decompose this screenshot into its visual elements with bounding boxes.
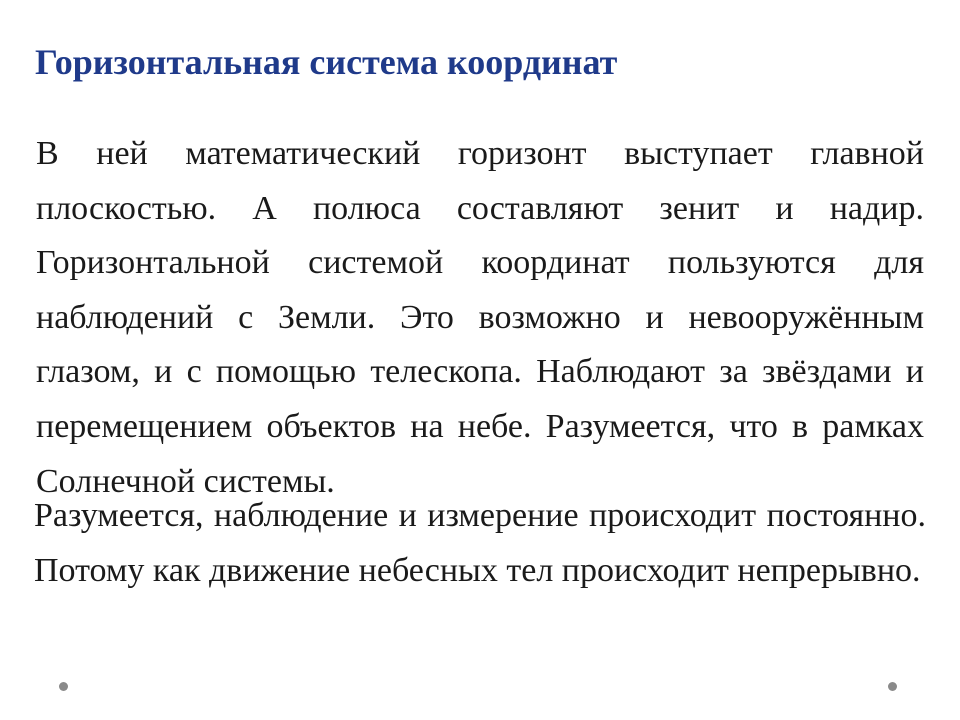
body-paragraph-1: В ней математический горизонт выступает главной плоскостью. А полюса составляют зенит и надир. Горизонтальной системой координат пользуются для наблюдений с Земли. Это возможно и невооружённым глазом, и с помощью телескопа. Наблюдают за звёздами и перемещением объектов на небе. Разумеется, что в рамках Солнечной системы. — [36, 135, 924, 500]
decorative-dot-right — [888, 682, 897, 691]
decorative-dot-left — [59, 682, 68, 691]
body-paragraph-2: Разумеется, наблюдение и измерение происходит постоянно. Потому как движение небесных тел происходит непрерывно. — [34, 497, 926, 589]
slide-title: Горизонтальная система координат — [35, 42, 618, 82]
